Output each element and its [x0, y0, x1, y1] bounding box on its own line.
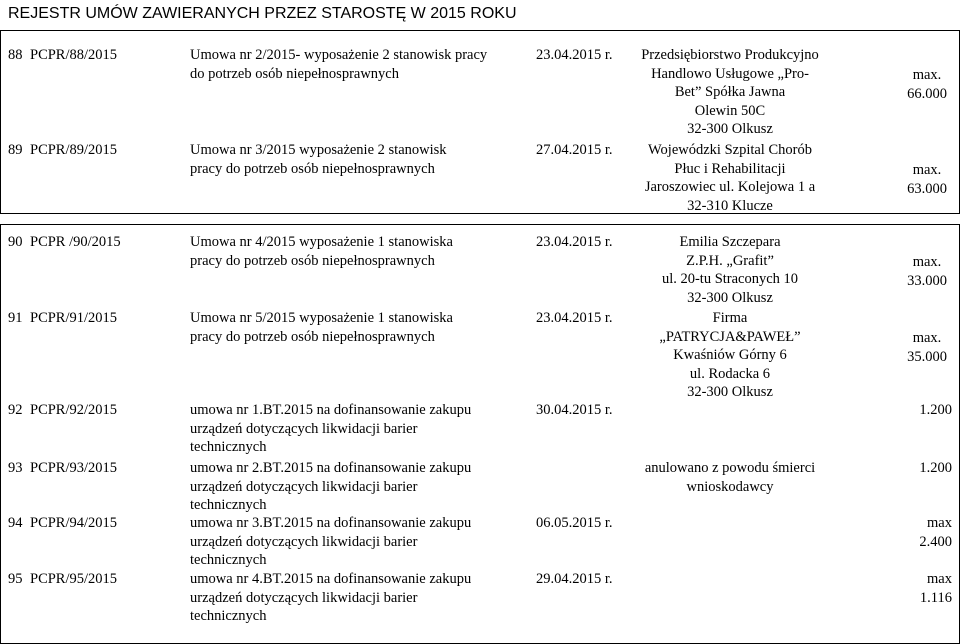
contractor: Płuc i Rehabilitacji [674, 160, 786, 177]
row-number: 90 [8, 234, 23, 250]
contract-amount: 1.200 [919, 402, 952, 418]
contract-description: Umowa nr 3/2015 wyposażenie 2 stanowisk [190, 142, 447, 158]
contract-amount: max [927, 515, 952, 531]
contract-description: pracy do potrzeb osób niepełnosprawnych [190, 252, 435, 269]
contract-id: PCPR/88/2015 [30, 47, 118, 63]
contract-date: 30.04.2015 r. [536, 402, 613, 418]
contract-date: 06.05.2015 r. [536, 515, 613, 531]
contract-description: technicznych [190, 552, 267, 568]
contractor: anulowano z powodu śmierci [644, 460, 816, 476]
contractor: 32-300 Olkusz [687, 384, 773, 400]
row-number: 88 [8, 47, 23, 63]
row-number: 91 [8, 310, 23, 326]
contract-description: Umowa nr 4/2015 wyposażenie 1 stanowiska [190, 234, 453, 250]
contract-description: pracy do potrzeb osób niepełnosprawnych [190, 328, 435, 345]
contract-description: urządzeń dotyczących likwidacji barier [190, 533, 418, 550]
contract-id: PCPR/89/2015 [30, 142, 118, 158]
contract-description: umowa nr 1.BT.2015 na dofinansowanie zakupu [190, 402, 472, 418]
contract-description: technicznych [190, 497, 267, 513]
contractor: ul. Rodacka 6 [689, 365, 771, 382]
contract-amount: max. [912, 162, 942, 178]
contract-date: 23.04.2015 r. [536, 234, 613, 250]
contract-description: umowa nr 2.BT.2015 na dofinansowanie zakupu [190, 460, 472, 476]
contractor: Emilia Szczepara [679, 234, 781, 250]
contract-amount: 33.000 [907, 272, 947, 289]
contract-id: PCPR/93/2015 [30, 460, 118, 476]
contract-description: urządzeń dotyczących likwidacji barier [190, 478, 418, 495]
row-number: 94 [8, 515, 23, 531]
contract-description: umowa nr 3.BT.2015 na dofinansowanie zakupu [190, 515, 472, 531]
contractor: Z.P.H. „Grafit” [686, 252, 774, 269]
contract-id: PCPR/91/2015 [30, 310, 118, 326]
contract-amount: max. [912, 254, 942, 270]
contract-amount: max [927, 571, 952, 587]
contract-description: Umowa nr 5/2015 wyposażenie 1 stanowiska [190, 310, 453, 326]
contract-description: technicznych [190, 439, 267, 455]
contractor: ul. 20-tu Straconych 10 [661, 271, 799, 287]
contract-date: 29.04.2015 r. [536, 571, 613, 587]
contractor: 32-300 Olkusz [687, 289, 773, 306]
row-number: 89 [8, 142, 23, 158]
contract-description: Umowa nr 2/2015- wyposażenie 2 stanowisk pracy [190, 47, 488, 63]
contract-description: umowa nr 4.BT.2015 na dofinansowanie zakupu [190, 571, 472, 587]
contract-id: PCPR/95/2015 [30, 571, 118, 587]
contract-amount: 63.000 [907, 180, 947, 197]
contract-id: PCPR /90/2015 [30, 234, 121, 250]
contractor: 32-300 Olkusz [687, 121, 773, 137]
contractor: Bet” Spółka Jawna [674, 84, 786, 100]
contractor: Handlowo Usługowe „Pro- [651, 65, 809, 82]
contract-description: urządzeń dotyczących likwidacji barier [190, 420, 418, 437]
contract-id: PCPR/92/2015 [30, 402, 118, 418]
contract-id: PCPR/94/2015 [30, 515, 118, 531]
contract-amount: 1.200 [919, 460, 952, 476]
contract-amount: max. [912, 67, 942, 83]
page-title: REJESTR UMÓW ZAWIERANYCH PRZEZ STAROSTĘ W 2015 ROKU [8, 5, 517, 22]
contractor: Olewin 50C [694, 102, 766, 119]
row-number: 93 [8, 460, 23, 476]
contract-amount: 1.116 [919, 589, 952, 606]
contractor: Firma [712, 310, 748, 326]
contract-date: 23.04.2015 r. [536, 47, 613, 63]
contract-date: 27.04.2015 r. [536, 142, 613, 158]
row-number: 92 [8, 402, 23, 418]
contractor: wnioskodawcy [686, 478, 774, 495]
contractor: Jaroszowiec ul. Kolejowa 1 a [644, 179, 816, 195]
contract-amount: max. [912, 330, 942, 346]
contractor: Wojewódzki Szpital Chorób [648, 142, 812, 158]
contract-amount: 35.000 [907, 348, 947, 365]
contractor: Przedsiębiorstwo Produkcyjno [641, 47, 819, 63]
contract-description: pracy do potrzeb osób niepełnosprawnych [190, 160, 435, 177]
contract-description: do potrzeb osób niepełnosprawnych [190, 65, 399, 82]
contract-amount: 66.000 [907, 85, 947, 102]
contract-amount: 2.400 [919, 533, 952, 550]
contract-description: technicznych [190, 608, 267, 624]
contractor: 32-310 Klucze [687, 197, 773, 214]
contract-description: urządzeń dotyczących likwidacji barier [190, 589, 418, 606]
contractor: Kwaśniów Górny 6 [673, 347, 787, 363]
contractor: „PATRYCJA&PAWEŁ” [659, 328, 801, 345]
contract-date: 23.04.2015 r. [536, 310, 613, 326]
row-number: 95 [8, 571, 23, 587]
